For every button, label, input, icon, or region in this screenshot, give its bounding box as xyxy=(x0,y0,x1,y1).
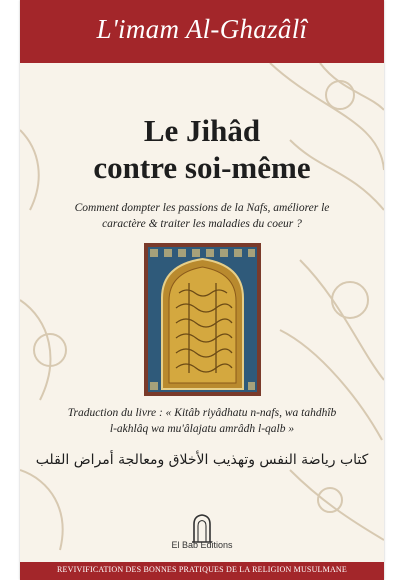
mosaic-arch-artwork xyxy=(144,243,261,396)
title-line-2: contre soi-même xyxy=(93,150,311,185)
book-cover xyxy=(20,0,384,580)
publisher-name: El Bab Editions xyxy=(171,540,233,550)
arabic-title: كتاب رياضة النفس وتهذيب الأخلاق ومعالجة أمراض القلب xyxy=(35,452,369,468)
subtitle-line-2: caractère & traiter les maladies du coeur ? xyxy=(102,218,302,230)
translation-note xyxy=(32,405,372,437)
subtitle-line-1: Comment dompter les passions de la Nafs, améliorer le xyxy=(74,202,330,214)
translation-line-1: Traduction du livre : « Kitâb riyâdhatu n-nafs, wa tahdhîb xyxy=(67,407,337,419)
footer-tagline: REVIVIFICATION DES BONNES PRATIQUES DE LA RELIGION MUSULMANE xyxy=(57,565,347,574)
book-title xyxy=(20,112,384,186)
author-name: L'imam Al-Ghazâlî xyxy=(96,14,308,44)
translation-line-2: l-akhlâq wa mu'âlajatu amrâdh l-qalb » xyxy=(109,423,295,435)
footer-banner xyxy=(20,562,384,580)
title-line-1: Le Jihâd xyxy=(143,113,261,148)
author-banner xyxy=(20,0,384,63)
book-subtitle xyxy=(42,200,362,232)
